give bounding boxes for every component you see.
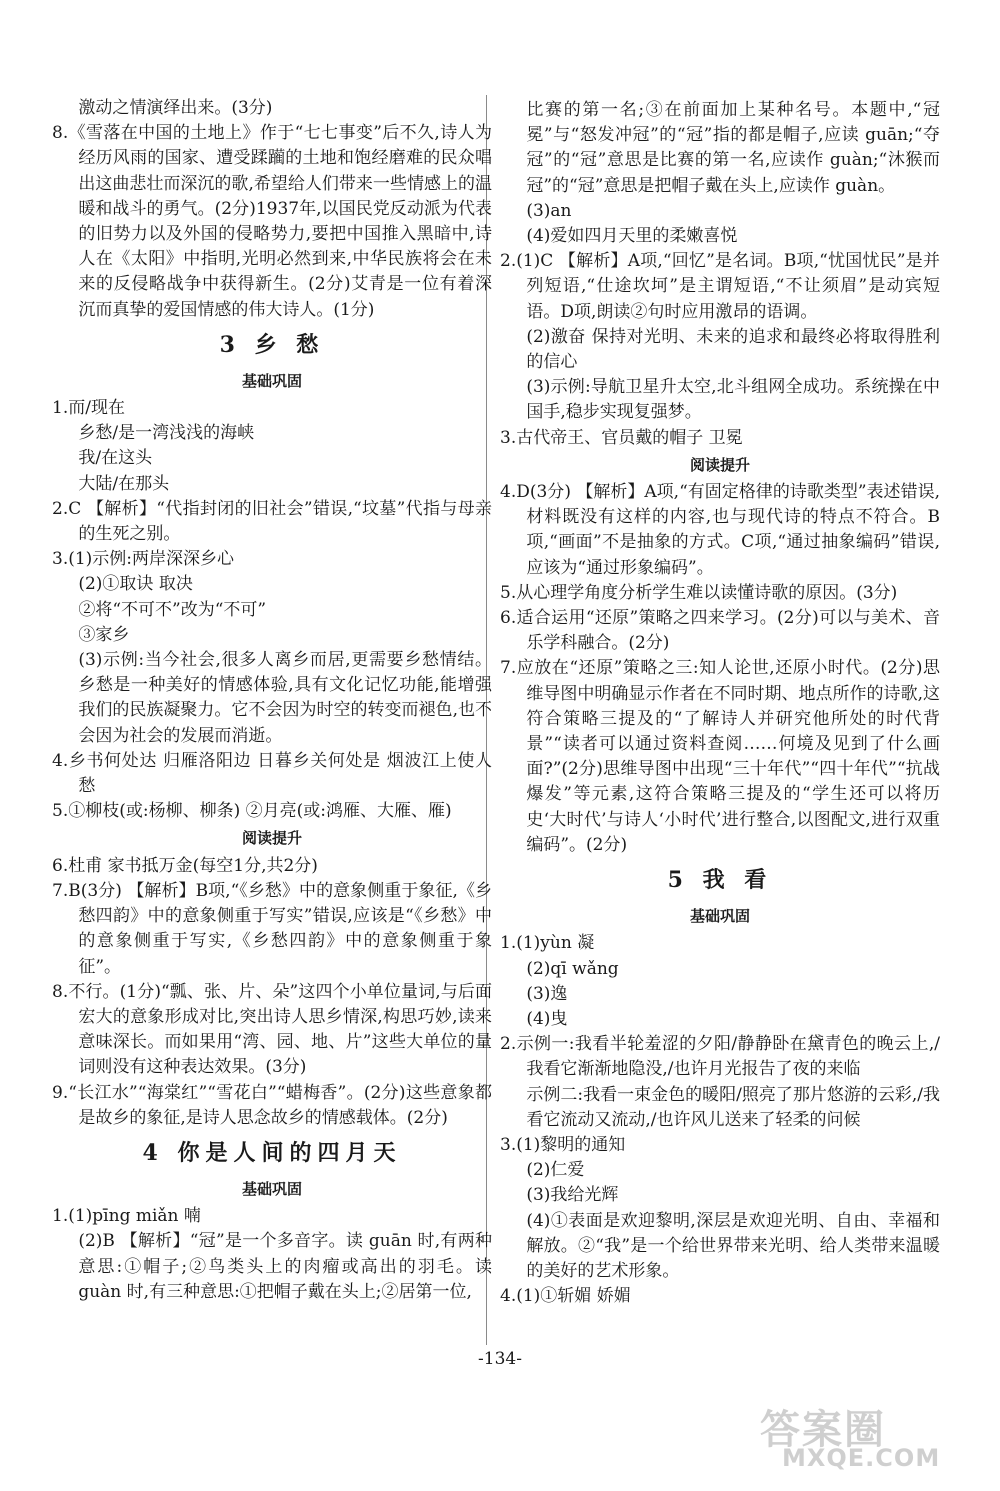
answer-item: 2.示例一:我看半轮羞涩的夕阳/静静卧在黛青色的晚云上,/我看它渐渐地隐没,/也许月光报告了夜的来临 <box>500 1034 940 1080</box>
answer-text: 大陆/在那头 <box>78 473 170 494</box>
answer-item: 1.(1)yùn 凝 <box>500 933 595 954</box>
answer-text: 我/在这头 <box>78 448 153 469</box>
left-column <box>52 96 492 1305</box>
subsection-heading: 基础巩固 <box>241 371 302 390</box>
watermark-site: MXQE.COM <box>782 1444 941 1472</box>
answer-item: 5.①柳枝(或:杨柳、柳条) ②月亮(或:鸿雁、大雁、雁) <box>52 801 452 822</box>
answer-item: 7.B(3分) 【解析】B项,“《乡愁》中的意象侧重于象征,《乡愁四韵》中的意象侧重于写实”错误,应该是“《乡愁》中的意象侧重于写实,《乡愁四韵》中的意象侧重于象征”。 <box>52 880 492 977</box>
subsection-heading: 基础巩固 <box>241 1179 302 1198</box>
answer-text: (3)示例:导航卫星升太空,北斗组网全成功。系统操在中国手,稳步实现复强梦。 <box>526 377 940 423</box>
answer-text: 比赛的第一名;③在前面加上某种名号。本题中,“冠冕”与“怒发冲冠”的“冠”指的都是帽子,应读 guān;“夺冠”的“冠”意思是比赛的第一名,应读作 guàn;“沐猴而冠”的“冠”意思是把帽子戴在头上,应读作 guàn。 <box>526 100 940 196</box>
subsection-heading: 基础巩固 <box>689 907 750 926</box>
answer-text: (2)①取诀 取决 <box>78 574 193 595</box>
answer-text: 乡愁/是一湾浅浅的海峡 <box>78 423 255 444</box>
answer-item: 6.杜甫 家书抵万金(每空1分,共2分) <box>52 855 318 876</box>
answer-text: (4)①表面是欢迎黎明,深层是欢迎光明、自由、幸福和解放。②“我”是一个给世界带来光明、给人类带来温暖的美好的艺术形象。 <box>526 1210 940 1281</box>
answer-item: 4.(1)①斩媚 娇媚 <box>500 1286 631 1307</box>
right-column <box>500 98 940 1309</box>
answer-text: (2)B 【解析】“冠”是一个多音字。读 guān 时,有两种意思:①帽子;②鸟类头上的肉瘤或高出的羽毛。读 guàn 时,有三种意思:①把帽子戴在头上;②居第一位, <box>78 1231 492 1302</box>
section-heading: 4 你是人间的四月天 <box>142 1139 402 1166</box>
section-heading: 3 乡 愁 <box>219 331 325 358</box>
answer-text: ②将“不可不”改为“不可” <box>78 599 267 620</box>
answer-item: 8.《雪落在中国的土地上》作于“七七事变”后不久,诗人为经历风雨的国家、遭受蹂躏的土地和饱经磨难的民众唱出这曲悲壮而深沉的歌,希望给人们带来一些情感上的温暖和战斗的勇气。(2分)1937年,以国民党反动派为代表的旧势力以及外国的侵略势力,要把中国推入黑暗中,诗人在《太阳》中指明,光明必然到来,中华民族将会在未来的反侵略战争中获得新生。(2分)艾青是一位有着深沉而真挚的爱国情感的伟大诗人。(1分) <box>52 123 492 320</box>
answer-item: 8.不行。(1分)“瓢、张、片、朵”这四个小单位量词,与后面宏大的意象形成对比,突出诗人思乡情深,构思巧妙,读来意味深长。而如果用“湾、园、地、片”这些大单位的量词则没有这种表达效果。(3分) <box>52 981 492 1078</box>
watermark-brand: 答案圈 <box>760 1407 886 1453</box>
section-heading: 5 我 看 <box>667 867 773 894</box>
answer-item: 3.(1)示例:两岸深深乡心 <box>52 549 235 570</box>
answer-item: 1.(1)pīng miǎn 喃 <box>52 1206 201 1227</box>
answer-item: 4.乡书何处达 归雁洛阳边 日暮乡关何处是 烟波江上使人愁 <box>52 750 492 797</box>
answer-text: (2)仁爱 <box>526 1160 585 1181</box>
answer-text: (4)爱如四月天里的柔嫩喜悦 <box>526 226 738 247</box>
page-number: -134- <box>478 1349 522 1369</box>
answer-item: 5.从心理学角度分析学生难以读懂诗歌的原因。(3分) <box>500 582 898 603</box>
answer-text: (3)示例:当今社会,很多人离乡而居,更需要乡愁情结。乡愁是一种美好的情感体验,具有文化记忆功能,能增强我们的民族凝聚力。它不会因为时空的转变而褪色,也不会因为社会的发展而消逝。 <box>78 650 492 746</box>
answer-text: 激动之情演绎出来。(3分) <box>78 98 273 118</box>
answer-item: 3.古代帝王、官员戴的帽子 卫冕 <box>500 427 743 448</box>
watermark-logo <box>760 1398 960 1478</box>
answer-item: 6.适合运用“还原”策略之四来学习。(2分)可以与美术、音乐学科融合。(2分) <box>500 608 940 654</box>
answer-text: 示例二:我看一束金色的暖阳/照亮了那片悠游的云彩,/我看它流动又流动,/也许风儿送来了轻柔的问候 <box>526 1084 940 1130</box>
answer-item: 3.(1)黎明的通知 <box>500 1134 626 1155</box>
answer-text: ③家乡 <box>78 624 130 645</box>
answer-item: 9.“长江水”“海棠红”“雪花白”“蜡梅香”。(2分)这些意象都是故乡的象征,是诗人思念故乡的情感载体。(2分) <box>52 1082 492 1128</box>
subsection-heading: 阅读提升 <box>689 455 750 474</box>
subsection-heading: 阅读提升 <box>241 829 302 848</box>
answer-text: (2)qī wǎng <box>526 958 619 979</box>
answer-text: (3)我给光辉 <box>526 1185 619 1206</box>
answer-item: 2.C 【解析】“代指封闭的旧社会”错误,“坟墓”代指与母亲的生死之别。 <box>52 498 492 545</box>
answer-item: 2.(1)C 【解析】A项,“回忆”是名词。B项,“忧国忧民”是并列短语,“仕途坎坷”是主谓短语,“不让须眉”是动宾短语。D项,朗读②句时应用激昂的语调。 <box>500 251 940 322</box>
answer-item: 1.而/现在 <box>52 398 125 419</box>
answer-item: 4.D(3分) 【解析】A项,“有固定格律的诗歌类型”表述错误,材料既没有这样的内容,也与现代诗的特点不符合。B项,“画面”不是抽象的方式。C项,“通过抽象编码”错误,应该为“通过形象编码”。 <box>500 482 940 578</box>
answer-item: 7.应放在“还原”策略之三:知人论世,还原小时代。(2分)思维导图中明确显示作者在不同时期、地点所作的诗歌,这符合策略三提及的“了解诗人并研究他所处的时代背景”“读者可以通过资料查阅……何境及见到了什么画面?”(2分)思维导图中出现“三十年代”“四十年代”“抗战爆发”等元素,这符合策略三提及的“学生还可以将历史‘大时代’与诗人‘小时代’进行整合,以图配文,进行双重编码”。(2分) <box>500 658 940 855</box>
answer-text: (3)逸 <box>526 983 568 1004</box>
answer-text: (3)an <box>526 200 572 221</box>
answer-text: (2)激奋 保持对光明、未来的追求和最终必将取得胜利的信心 <box>526 326 940 373</box>
answer-text: (4)曳 <box>526 1008 568 1029</box>
